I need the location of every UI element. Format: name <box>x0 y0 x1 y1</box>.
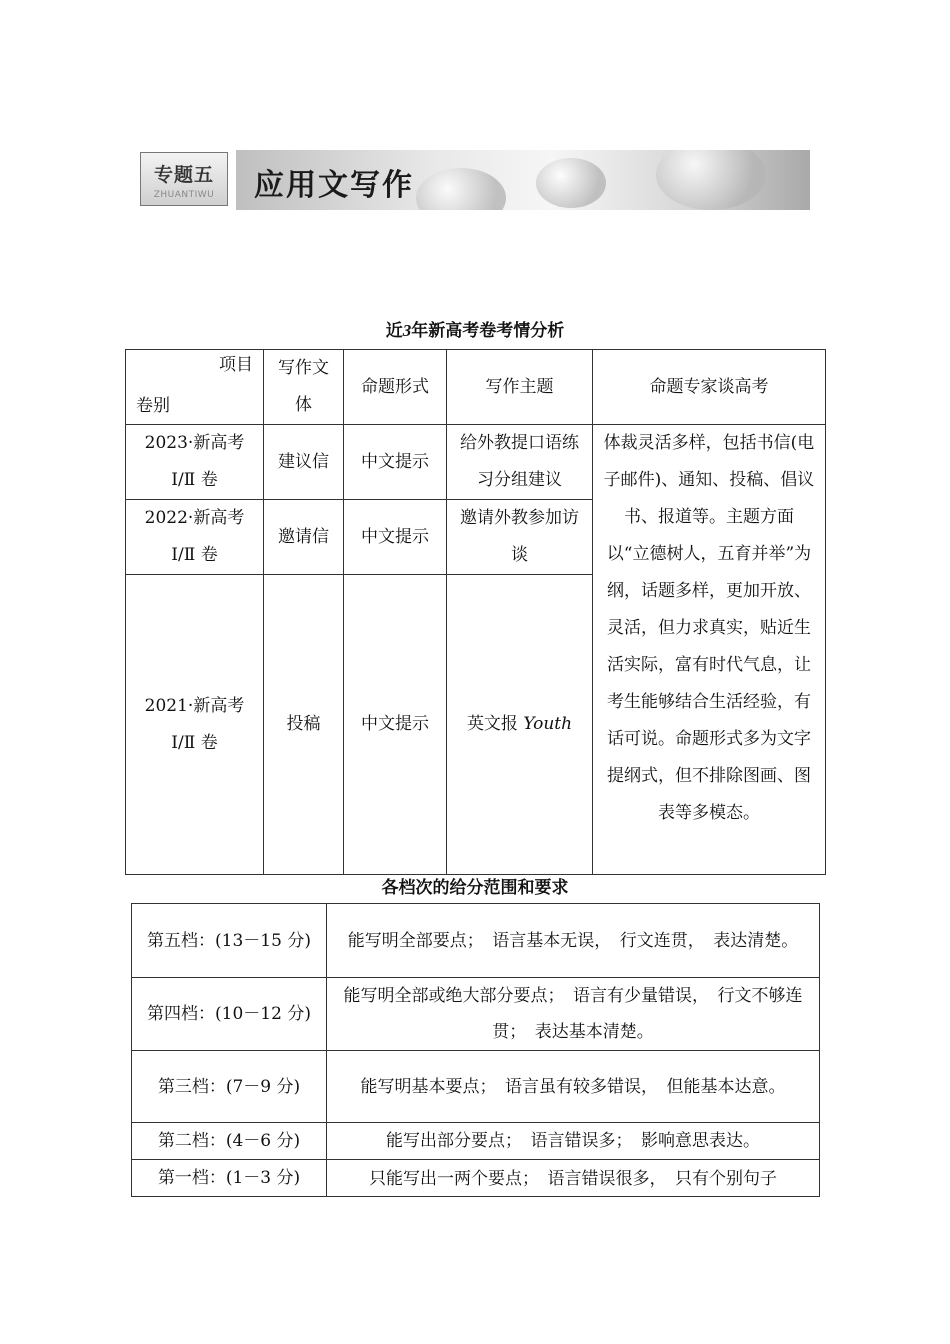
decorative-rock-image <box>416 168 506 210</box>
score-level-cell: 第五档：(13－15 分) <box>132 904 327 978</box>
decorative-rock-image <box>536 158 606 208</box>
score-requirement-cell: 能写出部分要点； 语言错误多； 影响意思表达。 <box>327 1123 820 1160</box>
score-requirement-cell: 能写明全部要点； 语言基本无误， 行文连贯， 表达清楚。 <box>327 904 820 978</box>
chapter-title: 应用文写作 <box>254 168 414 203</box>
chapter-badge-pinyin: ZHUANTIWU <box>153 190 215 200</box>
chapter-badge-label: 专题五 <box>153 164 214 186</box>
table-row <box>132 978 820 1051</box>
score-requirement-cell: 能写明全部或绝大部分要点； 语言有少量错误， 行文不够连贯； 表达基本清楚。 <box>327 978 820 1051</box>
score-level-cell: 第一档：(1－3 分) <box>132 1160 327 1197</box>
form-cell: 中文提示 <box>344 425 447 500</box>
genre-cell: 投稿 <box>264 575 344 875</box>
paper-cell: 2021·新高考 Ⅰ/Ⅱ 卷 <box>126 575 264 875</box>
topic-cell: 邀请外教参加访谈 <box>447 500 593 575</box>
table1-caption: 近3年新高考卷考情分析 <box>385 321 565 341</box>
score-requirement-cell: 只能写出一两个要点； 语言错误很多， 只有个别句子 <box>327 1160 820 1197</box>
topic-cell: 给外教提口语练习分组建议 <box>447 425 593 500</box>
exam-analysis-table <box>125 349 826 875</box>
scoring-table <box>131 903 820 1197</box>
paper-cell: 2023·新高考 Ⅰ/Ⅱ 卷 <box>126 425 264 500</box>
table-row <box>132 1051 820 1123</box>
header-expert: 命题专家谈高考 <box>593 350 826 425</box>
expert-commentary-cell: 体裁灵活多样，包括书信(电子邮件)、通知、投稿、倡议书、报道等。主题方面以“立德树人，五育并举”为纲，话题多样，更加开放、灵活，但力求真实，贴近生活实际，富有时代气息，让考生能够结合生活经验，有话可说。命题形式多为文字提纲式，但不排除图画、图表等多模态。 <box>593 425 826 875</box>
header-item: 项目 <box>219 355 253 375</box>
score-level-cell: 第二档：(4－6 分) <box>132 1123 327 1160</box>
table-row <box>132 1160 820 1197</box>
table-row <box>132 904 820 978</box>
table-row <box>126 425 826 500</box>
topic-cell: 英文报 Youth <box>447 575 593 875</box>
header-form: 命题形式 <box>344 350 447 425</box>
genre-cell: 邀请信 <box>264 500 344 575</box>
chapter-banner <box>140 150 810 210</box>
decorative-rock-image <box>656 150 766 210</box>
score-requirement-cell: 能写明基本要点； 语言虽有较多错误， 但能基本达意。 <box>327 1051 820 1123</box>
header-topic: 写作主题 <box>447 350 593 425</box>
corner-header-cell <box>126 350 264 425</box>
chapter-title-bar <box>236 150 810 210</box>
header-paper: 卷别 <box>136 396 170 416</box>
table-header-row <box>126 350 826 425</box>
form-cell: 中文提示 <box>344 575 447 875</box>
chapter-badge <box>140 152 228 206</box>
table-row <box>132 1123 820 1160</box>
form-cell: 中文提示 <box>344 500 447 575</box>
score-level-cell: 第四档：(10－12 分) <box>132 978 327 1051</box>
paper-cell: 2022·新高考 Ⅰ/Ⅱ 卷 <box>126 500 264 575</box>
score-level-cell: 第三档：(7－9 分) <box>132 1051 327 1123</box>
genre-cell: 建议信 <box>264 425 344 500</box>
table2-caption: 各档次的给分范围和要求 <box>381 878 569 898</box>
header-genre: 写作文体 <box>264 350 344 425</box>
